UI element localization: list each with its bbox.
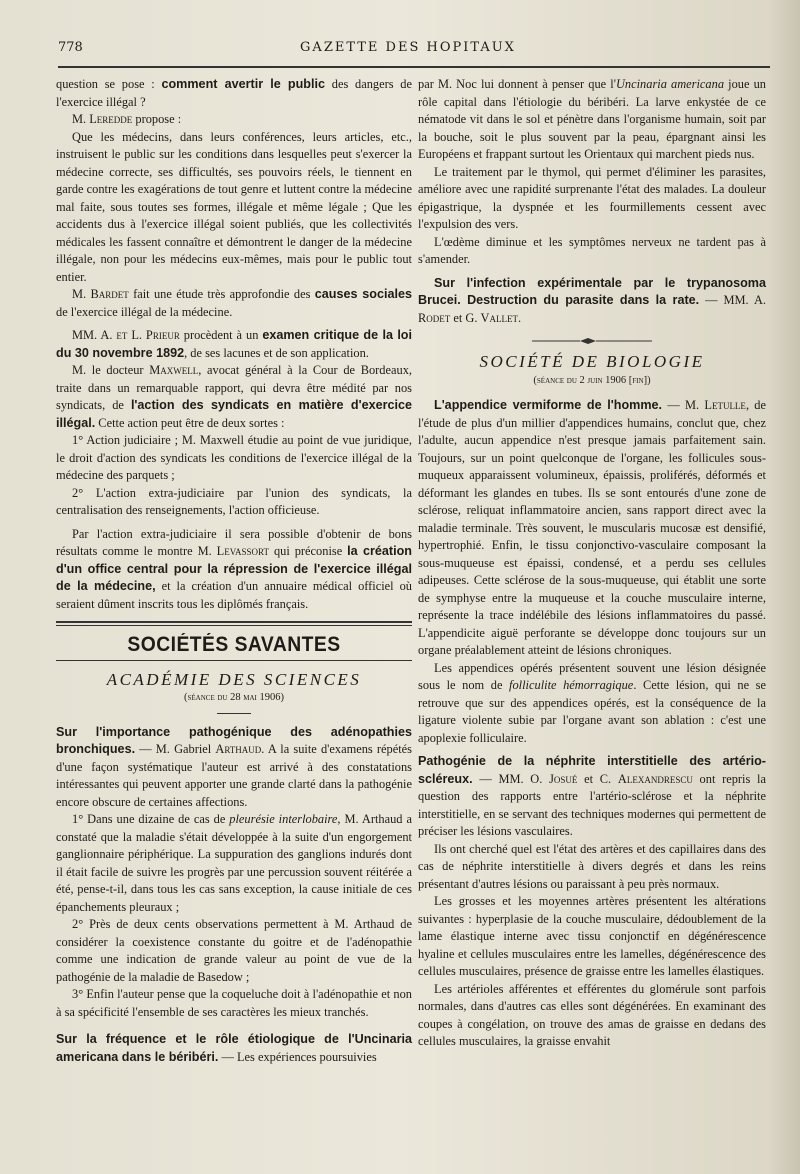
right-column: [418, 76, 766, 1051]
paragraph: par M. Noc lui donnent à penser que l'Uncinaria americana joue un rôle capital dans l'étiologie du béribéri. La larve enkystée de ce nématode vit dans le sol et pénètre dans l'organisme humain, soit par la bouche, soit le plus souvent par la peau, épargnant ainsi les Européens et frappant surtout les Orientaux qui marchent pieds nus.: [418, 77, 767, 161]
paragraph: 1° Action judiciaire ; M. Maxwell étudie au point de vue juridique, le droit d'action des syndicats les conditions de l'exercice illégal de la médecine des parquets ;: [56, 433, 412, 482]
biology-seance: (séance du 2 juin 1906 [fin]): [533, 374, 651, 386]
paragraph: 2° Près de deux cents observations permettent à M. Arthaud de considérer la coexistence constante du goitre et de l'adénopathie comme une indication de grande valeur au point de vue de la pathogénie de la maladie de Basedow ;: [56, 917, 412, 984]
section-title: SOCIÉTÉS SAVANTES: [127, 633, 341, 656]
page-header: [58, 40, 758, 62]
paragraph: question se pose : comment avertir le public des dangers de l'exercice illégal ?: [56, 77, 412, 109]
paragraph: Les grosses et les moyennes artères présentent les altérations suivantes : hyperplasie de la couche musculaire, dédoublement de la lame élastique interne avec tissu conjonctif en dégénérescence hyaline et cellules musculaires entre les lamelles, dégénérescence des cellules musculaires, présence de graisse entre les lamelles élastiques.: [418, 894, 766, 978]
article: Sur l'infection expérimentale par le trypanosoma Brucei. Destruction du parasite dans la rate. — MM. A. Rodet et G. Vallet.: [418, 275, 766, 325]
short-rule: [217, 713, 251, 714]
left-column: [56, 76, 412, 1066]
paragraph: 1° Dans une dizaine de cas de pleurésie interlobaire, M. Arthaud a constaté que la maladie s'était développée à la suite d'un engorgement ganglionnaire périphérique. La suppuration des ganglions indurés dont il était facile de suivre les progrès par une percussion souvent réitérée a été, pense-t-il, dans tous les cas sans exception, la cause initiale de ces épanchements pleuraux ;: [56, 812, 412, 914]
paragraph: Les artérioles afférentes et efférentes du glomérule sont parfois normales, dans d'autres cas elles sont dégénérées. En examinant des coupes à congélation, on trouve des amas de graisse en dedans des cellules musculaires, la graisse envahit: [418, 981, 766, 1048]
paragraph: Le traitement par le thymol, qui permet d'éliminer les parasites, améliore avec une rapidité surprenante l'état des malades. La douleur épigastrique, la dyspnée et les fourmillements cessent avec l'expulsion des vers.: [418, 164, 766, 231]
section-rule: [56, 621, 412, 626]
paragraph: M. le docteur Maxwell, avocat général à la Cour de Bordeaux, traite dans un remarquable rapport, qui devra être médité par nos syndicats, de l'action des syndicats en matière d'exercice illégal. Cette action peut être de deux sortes :: [56, 363, 412, 430]
paragraph: Les appendices opérés présentent souvent une lésion désignée sous le nom de folliculite hémorragique. Cette lésion, qui ne se retrouve que sur des appendices opérés, est la conséquence de la ligature violente subie par l'organe avant son ablation : c'est une apoplexie folliculaire.: [418, 660, 767, 745]
article: L'appendice vermiforme de l'homme. — M. Letulle, de l'étude de plus d'un millier d'appendices humains, conclut que, chez l'adulte, aucun appendice n'est presque jamais parfaitement sain. Toujours, sur un point quelconque de l'organe, les follicules sous-muqueux apparaissent volumineux, épaissis, proliférés, déformés et déformant les glandes en tubes. Ils se sont entourés d'une zone de sclérose, reliquat inflammatoire ancien, sans rapport direct avec la maladie terminale. Très souvent, le muscularis mucosæ est densifié, hypertrophié. Enfin, le tissu conjonctivo-vasculaire composant la sous-muqueuse est épaissi, condensé, et a perdu ses cellules adipeuses. Cette sclérose de la sous-muqueuse, qui établit une sorte de symphyse entre la muqueuse et la couche musculaire interne, représente la trace indélébile des lésions inflammatoires du passé. L'appendicite aiguë perforante se développe donc toujours sur un organe préalablement atteint de lésions chroniques.: [418, 398, 766, 657]
article: Pathogénie de la néphrite interstitielle des artério-scléreux. — MM. O. Josué et C. Alexandrescu ont repris la question des rapports entre l'artério-sclérose et la néphrite interstitielle, en se servant des techniques modernes qui permettent de préciser les lésions vasculaires.: [418, 754, 766, 838]
article: Sur l'importance pathogénique des adénopathies bronchiques. — M. Gabriel Arthaud. A la suite d'examens répétés d'une façon systématique l'auteur est arrivé à des constatations intéressantes qui peuvent apporter une grande clarté dans la pathogénie encore obscure de certaines affections.: [56, 724, 412, 809]
academy-seance: (séance du 28 mai 1906): [184, 692, 284, 703]
paragraph: 3° Enfin l'auteur pense que la coqueluche doit à l'adénopathie et non à sa spécificité l'ensemble de ses caractères les mieux tranchés.: [56, 987, 412, 1019]
academy-title: ACADÉMIE DES SCIENCES: [106, 669, 362, 689]
paragraph: M. Bardet fait une étude très approfondie des causes sociales de l'exercice illégal de la médecine.: [56, 287, 412, 319]
paragraph: MM. A. et L. Prieur procèdent à un examen critique de la loi du 30 novembre 1892, de ses lacunes et de son application.: [56, 328, 413, 360]
journal-title: GAZETTE DES HOPITAUX: [300, 40, 516, 55]
paragraph: L'œdème diminue et les symptômes nerveux ne tardent pas à s'amender.: [418, 234, 766, 266]
paragraph: Par l'action extra-judiciaire il sera possible d'obtenir de bons résultats comme le montre M. Levassort qui préconise la création d'un office central pour la répression de l'exercice illégal de la médecine, et la création d'un annuaire médical officiel où seraient dûment inscrits tous les diplômés français.: [56, 526, 413, 611]
paragraph: 2° L'action extra-judiciaire par l'union des syndicats, la centralisation des renseignements, l'action officieuse.: [56, 485, 412, 517]
header-rule: [58, 66, 770, 68]
paragraph: Que les médecins, dans leurs conférences, leurs articles, etc., instruisent le public sur les conditions dans lesquelles peut s'exercer la médecine correcte, ses difficultés, ses pouvoirs réels, le tiennent en garde contre les exagérations de tout genre et luttent contre la médecine mal faite, sous toutes ses formes, illégale et même légale ; Que les accidents dus à l'exercice illégal soient publiés, que les collectivités médicales les fassent connaître et démontrent le danger de la médecine illégale, non pour les médecins eux-mêmes, mais pour le public tout entier.: [56, 129, 412, 284]
paragraph: M. Leredde propose :: [72, 112, 182, 126]
paragraph: Ils ont cherché quel est l'état des artères et des capillaires dans des cas de néphrite interstitielle à divers degrés et dans les reins présentant d'autres lésions ou paraissant à peu près normaux.: [418, 841, 766, 891]
section-subrule: [56, 660, 412, 661]
page-number: 778: [58, 40, 83, 55]
ornament-divider: [418, 333, 766, 343]
ornament-icon: [532, 337, 652, 345]
biology-title: SOCIÉTÉ DE BIOLOGIE: [479, 352, 705, 371]
article: Sur la fréquence et le rôle étiologique de l'Uncinaria americana dans le béribéri. — Les expériences poursuivies: [56, 1032, 412, 1064]
